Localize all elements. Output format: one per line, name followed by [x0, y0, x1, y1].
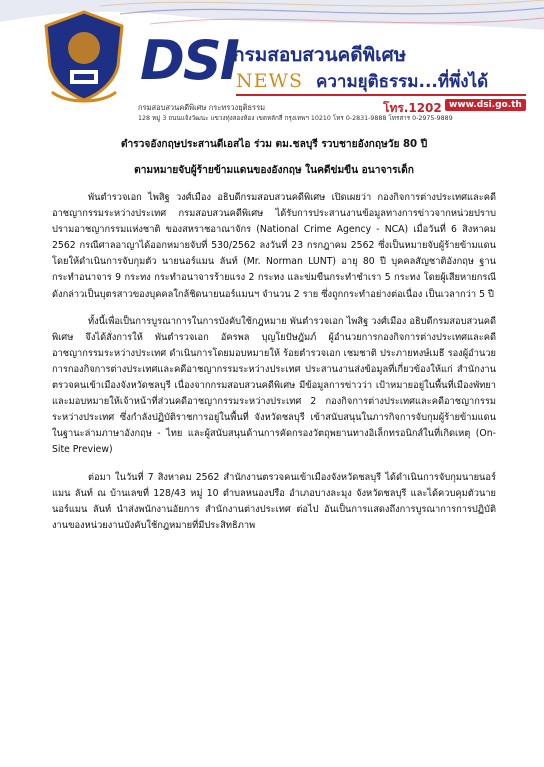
dsi-emblem-icon: [36, 8, 132, 104]
letterhead: [0, 0, 544, 126]
news-label: NEWS: [236, 70, 304, 92]
website-badge: www.dsi.go.th: [445, 99, 526, 111]
dsi-logo-text: DSI: [140, 29, 238, 92]
agency-name: กรมสอบสวนคดีพิเศษ กระทรวงยุติธรรม: [138, 103, 266, 112]
slogan: ความยุติธรรม...ที่พึ่งได้: [316, 72, 489, 92]
header-divider: [236, 94, 526, 96]
department-name-thai: กรมสอบสวนคดีพิเศษ: [233, 44, 407, 66]
agency-address: 128 หมู่ 3 ถนนแจ้งวัฒนะ แขวงทุ่งสองห้อง เขตหลักสี่ กรุงเทพฯ 10210 โทร 0-2831-9888 โทรสาร 0-2975-9889: [138, 115, 453, 122]
headline-line-2: ตามหมายจับผู้ร้ายข้ามแดนของอังกฤษ ในคดีข่มขืน อนาจารเด็ก: [134, 165, 414, 176]
headline-line-1: ตำรวจอังกฤษประสานดีเอสไอ ร่วม ตม.ชลบุรี รวบชายอังกฤษวัย 80 ปี: [120, 139, 428, 150]
hotline-number: โทร.1202: [383, 101, 442, 115]
press-release-body: [52, 138, 496, 534]
paragraph-2: ทั้งนี้เพื่อเป็นการบูรณาการในการบังคับใช้กฎหมาย พันตำรวจเอก ไพสิฐ วงศ์เมือง อธิบดีกรมสอบสวนคดีพิเศษ จึงได้สั่งการให้ พันตำรวจเอก อัครพล บุญโยปัษฎัมภ์ ผู้อำนวยการกองกิจการต่างประเทศและคดีอาชญากรรมระหว่างประเทศ ดำเนินการโดยมอบหมายให้ ร้อยตำรวจเอก เชมชาติ ประภายทงษ์เมธี รองผู้อำนวยการกองกิจการต่างประเทศและคดีอาชญากรรมระหว่างประเทศ ประสานงานส่งข้อมูลที่เกี่ยวข้องให้แก่ สำนักงานตรวจคนเข้าเมืองจังหวัดชลบุรี เนื่องจากกรมสอบสวนคดีพิเศษ มีข้อมูลการข่าวว่า เป้าหมายอยู่ในพื้นที่เมืองพัทยา และมอบหมายให้เจ้าหน้าที่ส่วนคดีอาชญากรรมระหว่างประเทศ 2 กองกิจการต่างประเทศและคดีอาชญากรรมระหว่างประเทศ ซึ่งกำลังปฏิบัติราชการอยู่ในพื้นที่ จังหวัดชลบุรี เข้าสนับสนุนในภารกิจการจับกุมผู้ร้ายข้ามแดน ในฐานะล่ามภาษาอังกฤษ - ไทย และผู้สนับสนุนด้านการคัดกรองวัตถุพยานทางอิเล็กทรอนิกส์ในที่เกิดเหตุ (On-Site Preview): [52, 315, 496, 456]
paragraph-3: ต่อมา ในวันที่ 7 สิงหาคม 2562 สำนักงานตรวจคนเข้าเมืองจังหวัดชลบุรี ได้ดำเนินการจับกุมนายนอร์แมน ลันท์ ณ บ้านเลขที่ 128/43 หมู่ 10 ตำบลหนองปรือ อำเภอบางละมุง จังหวัดชลบุรี และได้ควบคุมตัวนายนอร์แมน ลันท์ นำส่งพนักงานอัยการ สำนักงานต่างประเทศ ต่อไป อันเป็นการแสดงถึงการบูรณาการการปฏิบัติงานของหน่วยงานบังคับใช้กฎหมายที่มีประสิทธิภาพ: [52, 471, 496, 531]
paragraph-1: พันตำรวจเอก ไพสิฐ วงศ์เมือง อธิบดีกรมสอบสวนคดีพิเศษ เปิดเผยว่า กองกิจการต่างประเทศและคดีอาชญากรรมระหว่างประเทศ กรมสอบสวนคดีพิเศษ ได้รับการประสานงานข้อมูลทางการข่าวจากหน่วยปราบปรามอาชญากรรมแห่งชาติ ของสหราชอาณาจักร (National Crime Agency - NCA) เมื่อวันที่ 6 สิงหาคม 2562 กรณีศาลอาญาได้ออกหมายจับที่ 530/2562 ลงวันที่ 23 กรกฎาคม 2562 ซึ่งเป็นหมายจับผู้ร้ายข้ามแดน โดยให้ดำเนินการจับกุมตัว นายนอร์แมน ลันท์ (Mr. Norman LUNT) อายุ 80 ปี บุคคลสัญชาติอังกฤษ ฐานกระทำอนาจาร 9 กระทง กระทำอนาจารร้ายแรง 2 กระทง และข่มขืนกระทำชำเรา 5 กระทง โดยผู้เสียหายกรณีดังกล่าวเป็นบุตรสาวของบุคคลใกล้ชิดนายนอร์แมนฯ จำนวน 2 ราย ซึ่งถูกกระทำอย่างต่อเนื่อง เป็นเวลากว่า 5 ปี: [52, 192, 496, 300]
